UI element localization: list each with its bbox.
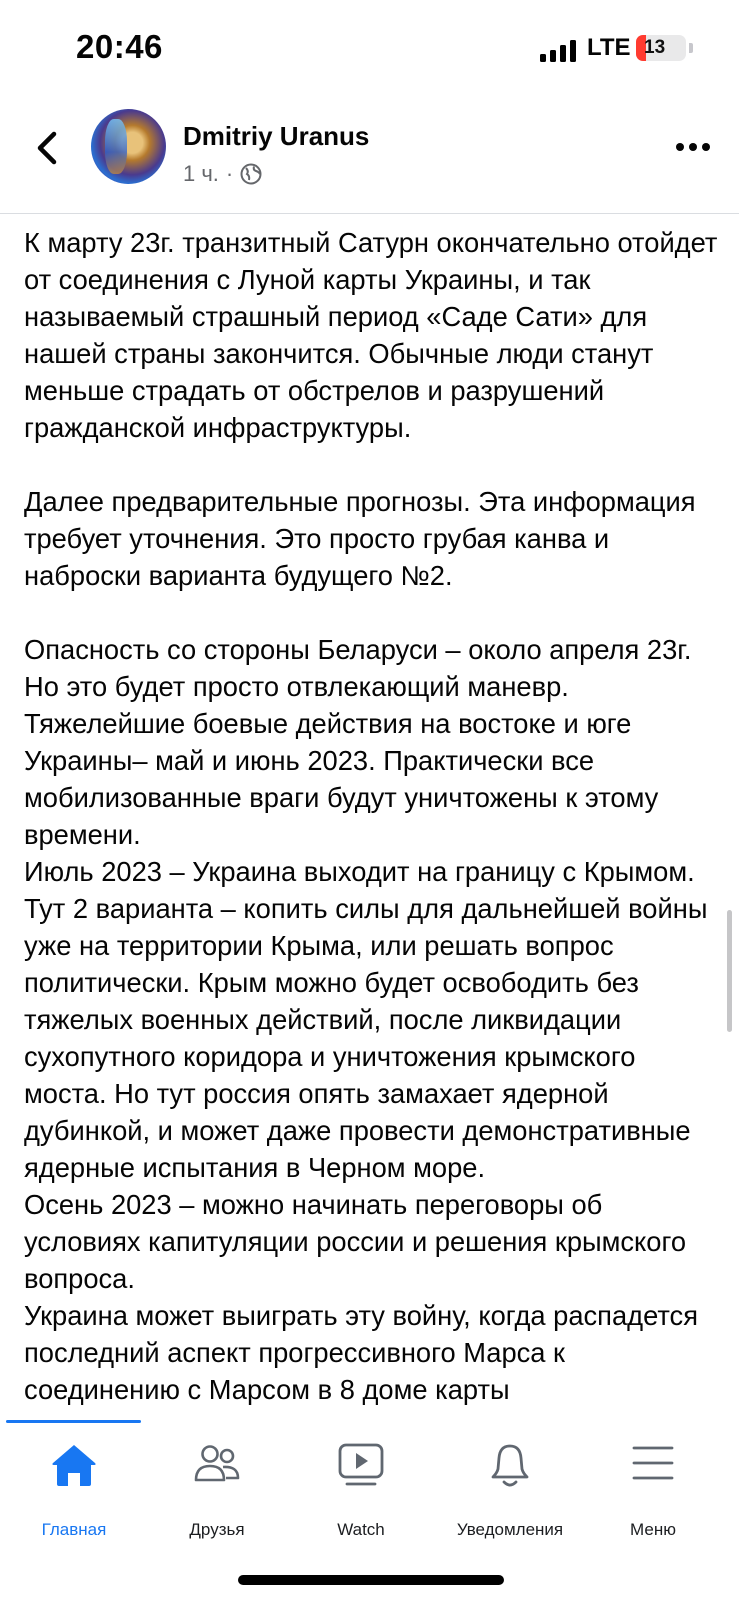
home-indicator [238, 1575, 504, 1585]
bell-icon [487, 1442, 533, 1490]
active-tab-indicator [6, 1420, 141, 1423]
friends-icon [192, 1442, 242, 1486]
post-paragraph: Далее предварительные прогнозы. Эта информация требует уточнения. Это просто грубая канва и наброски варианта будущего №2. [24, 486, 696, 591]
scrollbar[interactable] [727, 910, 732, 1032]
post-author[interactable]: Dmitriy Uranus [183, 121, 370, 151]
video-icon [337, 1442, 385, 1488]
battery-level: 13 [644, 37, 666, 58]
chevron-left-icon[interactable] [30, 128, 64, 168]
tab-label: Главная [41, 1520, 107, 1539]
meta-separator: · [225, 161, 234, 186]
tab-friends[interactable] [143, 1442, 291, 1542]
post-meta [183, 161, 262, 187]
menu-icon [630, 1442, 676, 1486]
more-horizontal-icon[interactable] [675, 140, 711, 154]
battery-nub [689, 43, 693, 53]
tab-notifications[interactable] [436, 1442, 584, 1542]
home-icon [50, 1442, 98, 1488]
post-paragraph: К марту 23г. транзитный Сатурн окончательно отойдет от соединения с Луной карты Украины, и так называемый страшный период «Саде Сати» для нашей страны закончится. Обычные люди станут меньше страдать от обстрелов и разрушений гражданской инфраструктуры. [24, 227, 718, 443]
network-type: LTE [587, 34, 631, 61]
status-time: 20:46 [76, 28, 163, 65]
avatar[interactable] [91, 109, 166, 184]
post-body [24, 220, 724, 1418]
header-divider [0, 213, 739, 214]
tab-label: Watch [337, 1520, 385, 1539]
status-bar [0, 0, 739, 96]
globe-icon [240, 163, 262, 185]
cellular-signal-icon [540, 40, 576, 62]
tab-label: Уведомления [456, 1520, 564, 1539]
tab-home[interactable] [0, 1442, 148, 1542]
tab-watch[interactable] [287, 1442, 435, 1542]
tab-menu[interactable] [579, 1442, 727, 1542]
tab-label: Друзья [189, 1520, 245, 1539]
post-time[interactable]: 1 ч. [183, 161, 219, 186]
battery-icon [636, 35, 686, 61]
tab-label: Меню [630, 1520, 676, 1539]
post-paragraph: Опасность со стороны Беларуси – около апреля 23г. Но это будет просто отвлекающий маневр. Тяжелейшие боевые действия на востоке и юге Украины– май и июнь 2023. Практически все мобилизованные враги будут уничтожены к этому времени. Июль 2023 – Украина выходит на границу с Крымом. Тут 2 варианта – копить силы для дальнейшей войны уже на территории Крыма, или решать вопрос политически. Крым можно будет освободить без тяжелых военных действий, после ликвидации сухопутного коридора и уничтожения крымского моста. Но тут россия опять замахает ядерной дубинкой, и может даже провести демонстративные ядерные испытания в Черном море. Осень 2023 – можно начинать переговоры об условиях капитуляции россии и решения крымского вопроса. Украина может выиграть эту войну, когда распадется последний аспект прогрессивного Марса к соединению с Марсом в 8 доме карты [24, 634, 708, 1405]
